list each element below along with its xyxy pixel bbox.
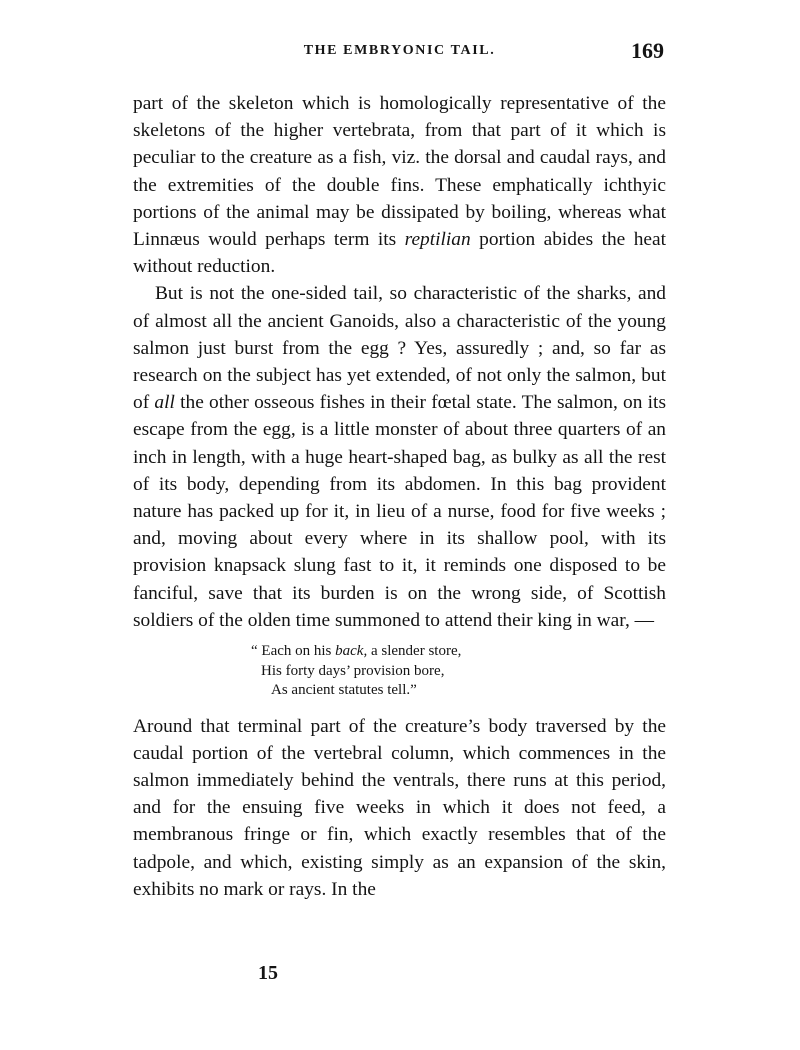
paragraph-2-text-a: But is not the one-sided tail, so characteristic of the sharks, and of almost all the ancient Ganoids, also a characteristic of the young salmon just burst from the egg ? Yes, assuredly ; and, so far as research on the subject has yet extended, of not only the salmon, but of — [133, 283, 666, 414]
paragraph-3-text: Around that terminal part of the creature’s body traversed by the caudal portion of the vertebral column, which commences in the salmon immediately behind the ventrals, there runs at this period, and for the ensuing five weeks in which it does not feed, a membranous fringe or fin, which exactly resembles that of the tadpole, and which, existing simply as an expansion of the skin, exhibits no mark or rays. In the — [133, 715, 666, 900]
verse-line-1-end: a slender store, — [367, 643, 462, 660]
verse-line-2: His forty days’ provision bore, — [261, 662, 445, 679]
verse-italic-word: back, — [335, 643, 368, 660]
verse-line-1-start: “ Each on his — [251, 643, 336, 660]
paragraph-3 — [133, 713, 666, 903]
verse-line-1 — [251, 642, 666, 662]
verse-quotation — [133, 642, 666, 701]
paragraph-1-text-b: portion abides the heat without reduction. — [133, 229, 666, 278]
paragraph-2-text-b: the other osseous fishes in their fœtal state. The salmon, on its escape from the egg, is a little monster of about three quarters of an inch in length, with a huge heart-shaped bag, as bulky as all the rest of its body, depending from its abdomen. In this bag provident nature has packed up for it, in lieu of a nurse, food for five weeks ; and, moving about every where in its shallow pool, with its provision knapsack slung fast to it, it reminds one disposed to be fanciful, save that its burden is on the wrong side, of Scottish soldiers of the olden time summoned to attend their king in war, — — [133, 392, 666, 631]
paragraph-1 — [133, 90, 666, 280]
running-title: THE EMBRYONIC TAIL. — [303, 43, 496, 58]
paragraph-1-italic-word: reptilian — [404, 229, 471, 251]
page-number: 169 — [631, 38, 664, 63]
verse-line-3: As ancient statutes tell.” — [271, 682, 417, 699]
body-text — [133, 90, 666, 903]
paragraph-2 — [133, 280, 666, 634]
paragraph-2-italic-word: all — [154, 392, 175, 414]
page-header — [133, 38, 666, 68]
paragraph-1-text-a: part of the skeleton which is homologically representative of the skeletons of the higher vertebrata, from that part of it which is peculiar to the creature as a fish, viz. the dorsal and caudal rays, and the extremities of the double fins. These emphatically ichthyic portions of the animal may be dissipated by boiling, whereas what Linnæus would perhaps term its — [133, 93, 666, 251]
signature-mark: 15 — [258, 962, 278, 984]
